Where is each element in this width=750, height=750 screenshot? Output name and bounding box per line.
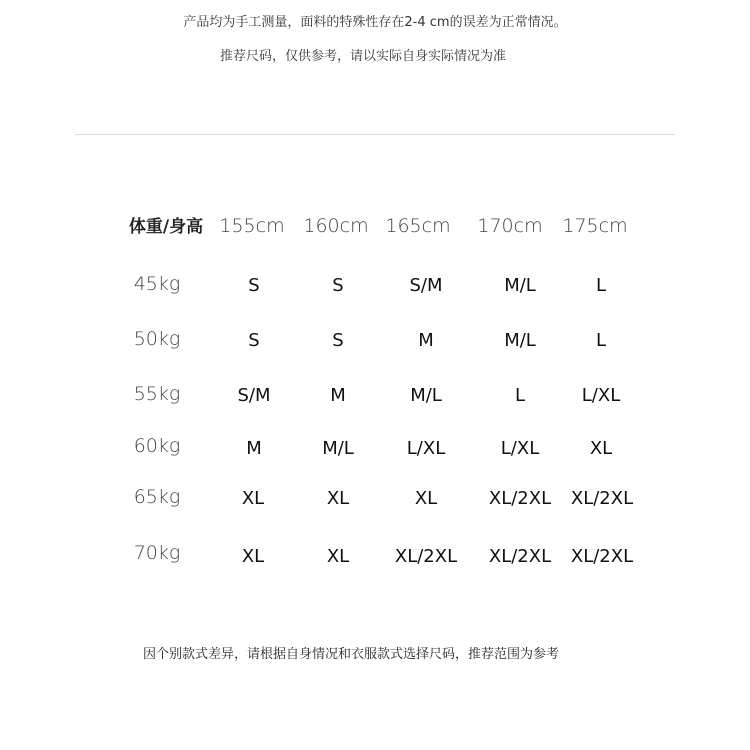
size-cell: XL (414, 488, 438, 509)
size-cell: S (332, 330, 344, 351)
size-cell: S/M (237, 385, 271, 406)
divider (75, 134, 675, 135)
size-cell: M/L (322, 438, 354, 459)
footer-note: 因个别款式差异，请根据自身情况和衣服款式选择尺码，推荐范围为参考 (143, 647, 560, 662)
size-cell: XL (326, 546, 350, 567)
size-cell: L (514, 385, 526, 406)
size-cell: L/XL (406, 438, 446, 459)
size-cell: S/M (409, 275, 443, 296)
size-cell: M/L (410, 385, 442, 406)
corner-label: 体重/身高 (128, 217, 204, 237)
weight-label: 70kg (133, 542, 181, 564)
size-cell: XL (241, 546, 265, 567)
weight-label: 65kg (133, 486, 181, 508)
weight-label: 55kg (133, 383, 181, 405)
weight-label: 60kg (133, 435, 181, 457)
size-cell: XL/2XL (570, 488, 634, 509)
size-cell: XL/2XL (570, 546, 634, 567)
size-cell: M (330, 385, 346, 406)
size-cell: M (246, 438, 262, 459)
size-cell: M/L (504, 275, 536, 296)
size-cell: S (332, 275, 344, 296)
size-cell: L (595, 330, 607, 351)
weight-label: 50kg (133, 328, 181, 350)
height-header: 160cm (303, 215, 369, 237)
measurement-note: 产品均为手工测量，面料的特殊性存在2-4 cm的误差为正常情况。 (183, 15, 567, 30)
size-cell: L/XL (581, 385, 621, 406)
size-cell: S (248, 330, 260, 351)
height-header: 170cm (477, 215, 543, 237)
size-cell: L/XL (500, 438, 540, 459)
size-cell: XL (326, 488, 350, 509)
size-cell: XL/2XL (488, 488, 552, 509)
size-cell: XL/2XL (394, 546, 458, 567)
size-cell: M/L (504, 330, 536, 351)
height-header: 175cm (562, 215, 628, 237)
size-cell: S (248, 275, 260, 296)
size-cell: L (595, 275, 607, 296)
size-cell: XL (589, 438, 613, 459)
height-header: 165cm (385, 215, 451, 237)
size-cell: XL (241, 488, 265, 509)
height-header: 155cm (219, 215, 285, 237)
size-cell: XL/2XL (488, 546, 552, 567)
recommendation-note: 推荐尺码，仅供参考，请以实际自身实际情况为准 (219, 49, 506, 64)
size-cell: M (418, 330, 434, 351)
weight-label: 45kg (133, 273, 181, 295)
